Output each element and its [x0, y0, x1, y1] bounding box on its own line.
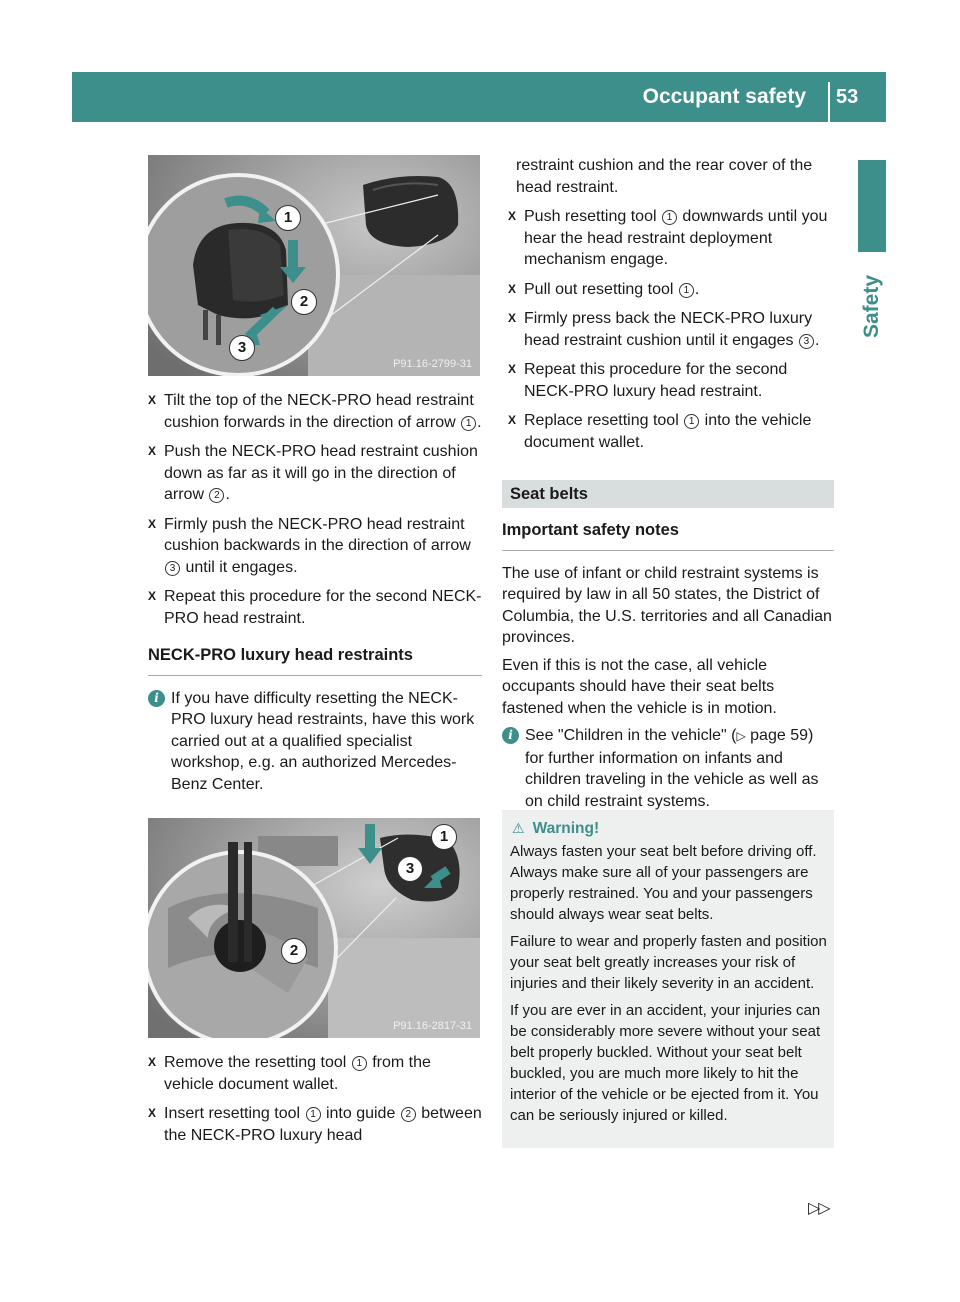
- callout-1: 1: [275, 205, 301, 231]
- list-item: X Pull out resetting tool 1 .: [508, 279, 836, 301]
- paragraph: Even if this is not the case, all vehicle occupants should have their seat belts fastened when the vehicle is in motion.: [502, 656, 777, 717]
- section-title: Seat belts: [502, 480, 834, 508]
- ref-number: 2: [209, 488, 224, 503]
- warning-heading: ⚠ Warning!: [512, 820, 600, 837]
- seat-belts-section: [502, 480, 834, 820]
- left-column-steps: [148, 390, 482, 803]
- side-tab: [852, 262, 892, 342]
- header-divider: [828, 82, 830, 122]
- callout-2: 2: [281, 938, 307, 964]
- figure-code: P91.16-2799-31: [393, 358, 472, 370]
- step-marker: X: [148, 516, 157, 531]
- ref-number: 3: [165, 561, 180, 576]
- list-item: X Repeat this procedure for the second NECK-PRO luxury head restraint.: [508, 361, 788, 400]
- list-item: X Insert resetting tool 1 into guide 2 between the NECK-PRO luxury head: [148, 1105, 482, 1144]
- list-item: X Push resetting tool 1 downwards until you hear the head restraint deployment mechanism engage.: [508, 208, 828, 268]
- list-item: X Firmly push the NECK-PRO head restraint cushion backwards in the direction of arrow 3 until it engages.: [148, 515, 471, 576]
- ref-number: 1: [679, 283, 694, 298]
- ref-number: 1: [306, 1107, 321, 1122]
- figure-neck-pro-restraint: [148, 155, 480, 376]
- list-item: X Remove the resetting tool 1 from the vehicle document wallet.: [148, 1054, 431, 1093]
- continued-text: restraint cushion and the rear cover of the head restraint.: [516, 157, 813, 196]
- chapter-title: Occupant safety: [642, 85, 806, 108]
- ref-number: 1: [352, 1056, 367, 1071]
- head-restraint-illustration: [148, 155, 480, 376]
- step-marker: X: [148, 589, 157, 603]
- ref-number: 3: [799, 334, 814, 349]
- step-marker: X: [148, 393, 157, 407]
- callout-3: 3: [397, 856, 423, 882]
- section-heading: NECK-PRO luxury head restraints: [148, 645, 482, 676]
- figure-luxury-restraint: [148, 818, 480, 1038]
- ref-number: 1: [662, 210, 677, 225]
- paragraph: The use of infant or child restraint systems is required by law in all 50 states, the District of Columbia, the U.S. territories and all Canadian provinces.: [502, 564, 832, 646]
- left-column-steps-2: [148, 1052, 482, 1154]
- ref-number: 2: [401, 1107, 416, 1122]
- step-marker: X: [508, 362, 517, 376]
- right-column: [508, 155, 836, 461]
- list-item: X Push the NECK-PRO head restraint cushion down as far as it will go in the direction of arrow 2 .: [148, 443, 478, 503]
- ref-number: 1: [684, 414, 699, 429]
- warning-paragraph: Always fasten your seat belt before driving off. Always make sure all of your passengers are properly restrained. You and your passengers should always wear seat belts.: [510, 843, 817, 923]
- step-marker: X: [508, 413, 517, 427]
- callout-3: 3: [229, 335, 255, 361]
- info-icon: i: [502, 727, 519, 744]
- warning-paragraph: If you are ever in an accident, your injuries can be considerably more severe without your seat belt properly buckled. Without your seat belt buckled, you are much more likely to hit the interior of the vehicle or be ejected from it. You can be seriously injured or killed.: [510, 1002, 821, 1124]
- ref-number: 1: [461, 416, 476, 431]
- info-note: i If you have difficulty resetting the NECK-PRO luxury head restraints, have this work carried out at a qualified specialist workshop, e.g. an authorized Mercedes-Benz Center.: [148, 688, 482, 796]
- info-note: i See "Children in the vehicle" (▷ page 59) for further information on infants and children traveling in the vehicle as well as on child restraint systems.: [502, 725, 834, 812]
- warning-icon: ⚠: [512, 820, 525, 836]
- list-item: X Firmly press back the NECK-PRO luxury head restraint cushion until it engages 3 .: [508, 310, 820, 349]
- figure-code: P91.16-2817-31: [393, 1020, 472, 1032]
- side-tab-marker: [858, 160, 886, 252]
- step-marker: X: [148, 1106, 157, 1120]
- page-header: [72, 72, 886, 122]
- step-marker: X: [508, 209, 517, 223]
- subheading: Important safety notes: [502, 520, 834, 551]
- side-tab-label: Safety: [860, 274, 883, 338]
- step-marker: X: [148, 1055, 157, 1069]
- callout-2: 2: [291, 289, 317, 315]
- info-icon: i: [148, 690, 165, 707]
- page-ref-arrow-icon: ▷: [736, 729, 746, 743]
- warning-paragraph: Failure to wear and properly fasten and position your seat belt greatly increases your risk of injuries and their likely severity in an accident.: [510, 933, 827, 992]
- step-marker: X: [508, 281, 517, 296]
- callout-1: 1: [431, 824, 457, 850]
- page-number: 53: [836, 86, 859, 108]
- list-item: X Tilt the top of the NECK-PRO head restraint cushion forwards in the direction of arrow 1 .: [148, 392, 482, 431]
- luxury-restraint-illustration: [148, 818, 480, 1038]
- list-item: X Replace resetting tool 1 into the vehicle document wallet.: [508, 412, 812, 451]
- step-marker: X: [148, 444, 157, 458]
- continue-icon: ▷▷: [808, 1200, 829, 1217]
- step-marker: X: [508, 311, 517, 325]
- warning-box: [502, 810, 834, 1148]
- list-item: X Repeat this procedure for the second NECK-PRO head restraint.: [148, 588, 482, 627]
